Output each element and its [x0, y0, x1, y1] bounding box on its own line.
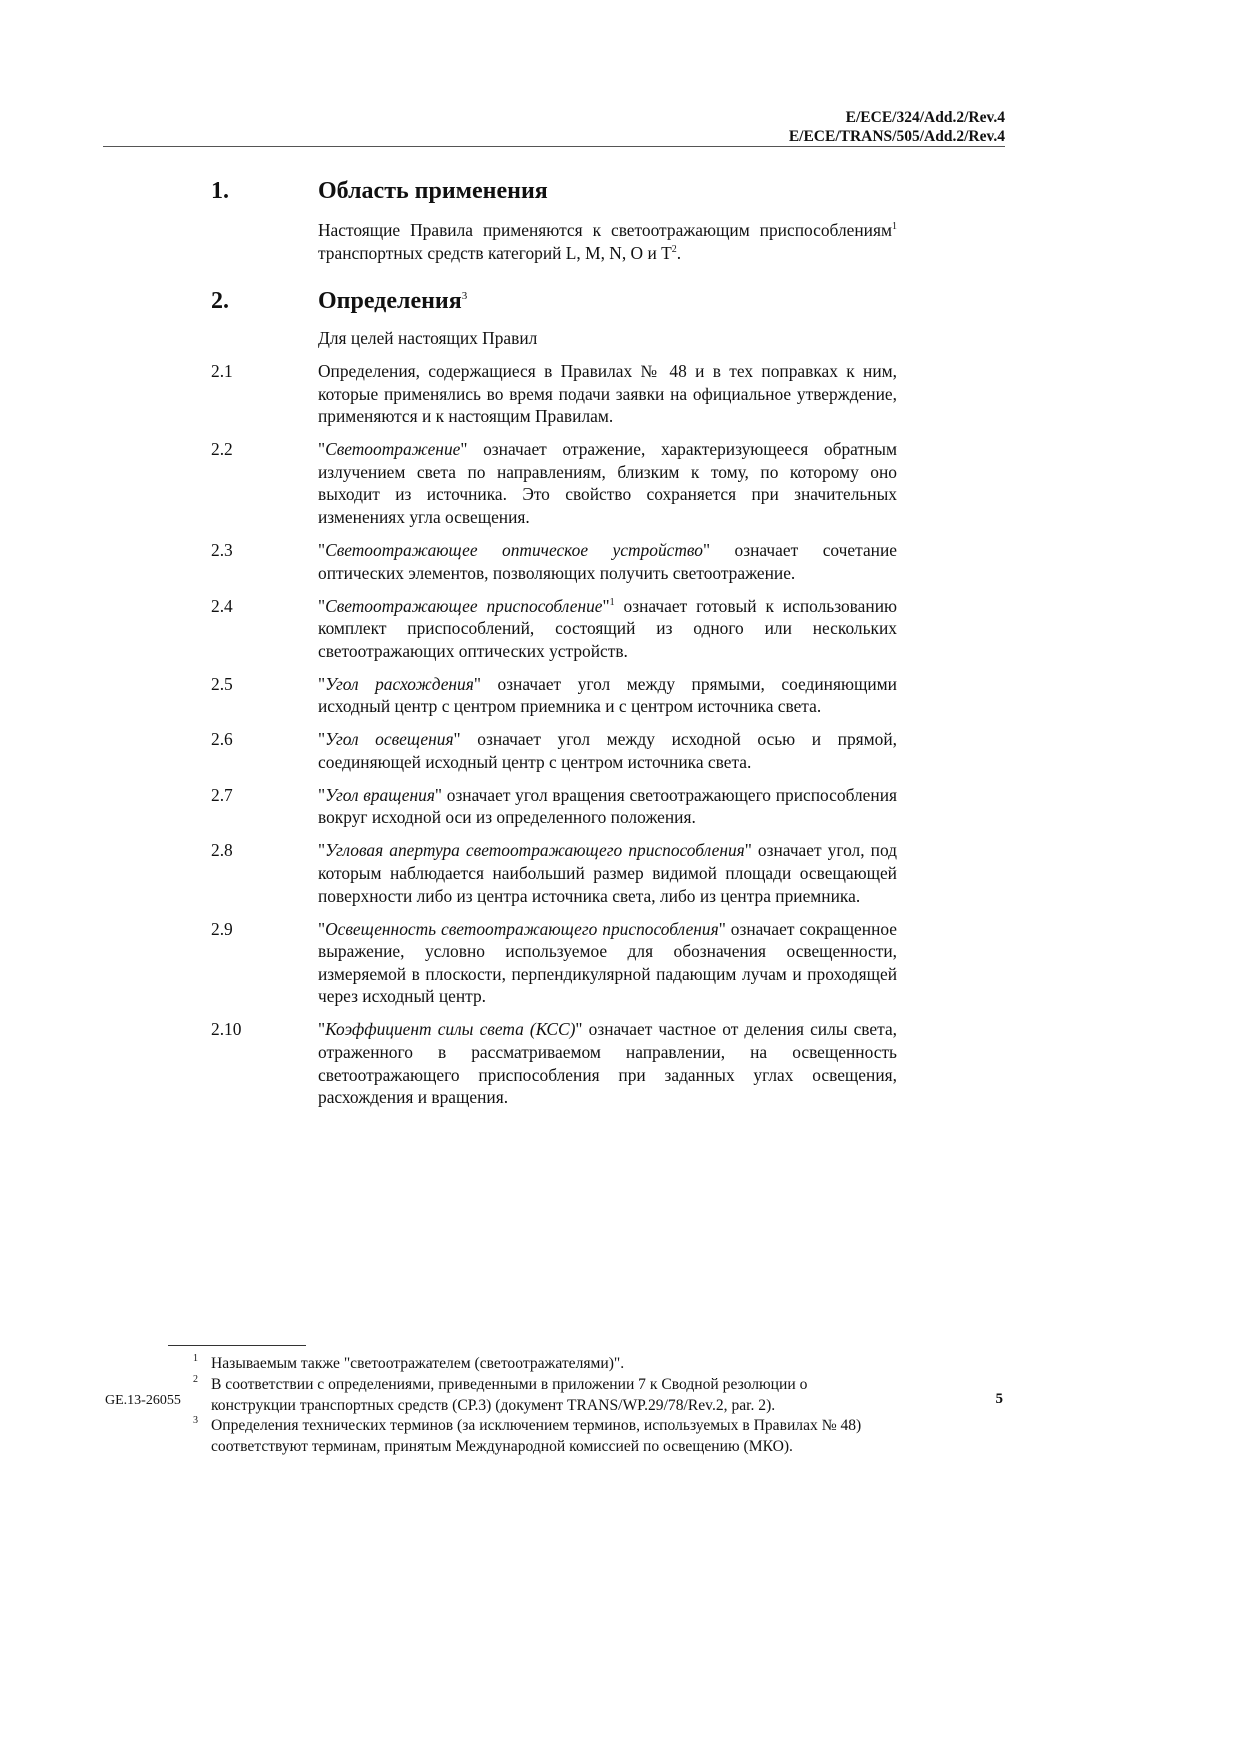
page-number: 5: [995, 1391, 1003, 1407]
item-number: 2.4: [211, 595, 233, 616]
item-number: 2.7: [211, 784, 233, 805]
section-number: 2.: [211, 288, 229, 314]
defined-term: Угол расхождения: [325, 673, 474, 694]
definition-item: 2.6 "Угол освещения" означает угол между исходной осью и прямой, соединяющей исходный центр с центром источника света.: [211, 729, 897, 772]
section-2-body: [211, 327, 897, 1119]
definition-text: означает сочетание оптических элементов, позволяющих получить светоотражение.: [318, 539, 897, 583]
footnote: [193, 1354, 873, 1375]
footnote-mark: 3: [193, 1415, 198, 1427]
definition-text: означает сокращенное выражение, условно используемое для обозначения освещенности, измеряемой в плоскости, перпендикулярной падающим лучам и проходящей через исходный центр.: [318, 918, 898, 1007]
defined-term: Коэффициент силы света (КСС): [325, 1019, 576, 1040]
section-number: 1.: [211, 178, 229, 204]
definition-text: означает угол между прямыми, соединяющими исходный центр с центром приемника и с центром источника света.: [318, 673, 897, 717]
footnotes: [193, 1354, 873, 1458]
definition-item: 2.5 "Угол расхождения" означает угол между прямыми, соединяющими исходный центр с центром приемника и с центром источника света.: [211, 673, 897, 717]
section-title: Область применения: [318, 178, 548, 204]
section-title: Определения$^3$: [318, 288, 468, 314]
item-number: 2.6: [211, 729, 233, 750]
defined-term: Светоотражающее оптическое устройство: [325, 539, 703, 560]
definition-text: Определения, содержащиеся в Правилах № 48 и в тех поправках к ним, которые применялись во время подачи заявки на официальное утверждение, применяются и к настоящим Правилам.: [318, 360, 897, 427]
item-number: 2.3: [211, 539, 233, 560]
definition-text: означает частное от деления силы света, отраженного в рассматриваемом направлении, на освещенность светоотражающего приспособления при заданных углах освещения, расхождения и вращения.: [318, 1019, 898, 1108]
definition-item: 2.9 "Освещенность светоотражающего приспособления" означает сокращенное выражение, условно используемое для обозначения освещенности, измеряемой в плоскости, перпендикулярной падающим лучам и проходящей через исходный центр.: [211, 918, 898, 1007]
footnote-text: Определения технических терминов (за исключением терминов, используемых в Правилах № 48) соответствуют терминам, принятым Международной комиссией по освещению (МКО).: [211, 1417, 862, 1456]
footnote: [193, 1375, 873, 1417]
footnote: [193, 1416, 873, 1458]
defined-term: Светоотражающее приспособление: [325, 595, 603, 616]
footnote-text: В соответствии с определениями, приведенными в приложении 7 к Сводной резолюции о конструкции транспортных средств (СР.3) (документ TRANS/WP.29/78/Rev.2, par. 2).: [211, 1375, 808, 1414]
section-2-heading: [211, 288, 468, 315]
section-1-body: [211, 219, 897, 275]
footnote-separator: [168, 1345, 306, 1346]
definition-text: означает готовый к использованию комплект приспособлений, состоящий из одного или нескольких светоотражающих оптических устройств.: [318, 595, 897, 661]
item-number: 2.1: [211, 360, 233, 381]
definition-item: 2.3 "Светоотражающее оптическое устройство" означает сочетание оптических элементов, позволяющих получить светоотражение.: [211, 539, 897, 583]
definition-text: означает угол, под которым наблюдается наибольший размер видимой площади освещающей поверхности либо из центра источника света, либо из центра приемника.: [318, 840, 897, 906]
item-number: 2.8: [211, 840, 233, 861]
defined-term: Светоотражение: [325, 439, 461, 460]
item-number: 2.2: [211, 439, 233, 460]
footnote-mark: 1: [193, 1353, 198, 1364]
definition-text: означает угол между исходной осью и прямой, соединяющей исходный центр с центром источника света.: [318, 729, 897, 772]
item-number: 2.5: [211, 673, 233, 694]
defined-term: Угол вращения: [325, 784, 435, 805]
definition-item: 2.8 "Угловая апертура светоотражающего приспособления" означает угол, под которым наблюдается наибольший размер видимой площади освещающей поверхности либо из центра источника света, либо из центра приемника.: [211, 840, 897, 906]
definition-text: означает угол вращения светоотражающего приспособления вокруг исходной оси из определенного положения.: [318, 784, 897, 828]
defined-term: Угловая апертура светоотражающего приспособления: [325, 840, 745, 861]
definition-item: 2.2 "Светоотражение" означает отражение, характеризующееся обратным излучением света по направлениям, близким к тому, по которому оно выходит из источника. Это свойство сохраняется при значительных изменениях угла освещения.: [211, 439, 897, 527]
definition-item: [211, 360, 897, 428]
definition-item: 2.4 "Светоотражающее приспособление"$^1$ означает готовый к использованию комплект приспособлений, состоящий из одного или нескольких светоотражающих оптических устройств.: [211, 595, 897, 661]
defined-term: Угол освещения: [325, 729, 454, 750]
document-symbol: [789, 108, 1005, 146]
definition-item: 2.7 "Угол вращения" означает угол вращения светоотражающего приспособления вокруг исходной оси из определенного положения.: [211, 784, 897, 828]
document-symbol-1: E/ECE/324/Add.2/Rev.4: [845, 109, 1005, 126]
header-rule: [103, 146, 1005, 147]
section-1-heading: [211, 178, 548, 205]
footnote-text: Называемым также "светоотражателем (светоотражателями)".: [211, 1355, 625, 1372]
footnote-mark: 2: [193, 1373, 198, 1385]
definitions-intro: Для целей настоящих Правил: [318, 328, 538, 348]
job-number: GE.13-26055: [105, 1393, 181, 1408]
document-symbol-2: E/ECE/TRANS/505/Add.2/Rev.4: [788, 128, 1005, 145]
definition-text: означает отражение, характеризующееся обратным излучением света по направлениям, близким к тому, по которому оно выходит из источника. Это свойство сохраняется при значительных изменениях угла освещения.: [318, 439, 897, 527]
defined-term: Освещенность светоотражающего приспособления: [325, 918, 719, 939]
definition-item: 2.10 "Коэффициент силы света (КСС)" означает частное от деления силы света, отраженного в рассматриваемом направлении, на освещенность светоотражающего приспособления при заданных углах освещения, расхождения и вращения.: [211, 1019, 898, 1108]
item-number: 2.10: [211, 1019, 242, 1040]
scope-paragraph: Настоящие Правила применяются к светоотражающим приспособлениям$^1$ транспортных средств категорий L, M, N, O и $T^2$.: [318, 220, 897, 263]
item-number: 2.9: [211, 918, 233, 939]
